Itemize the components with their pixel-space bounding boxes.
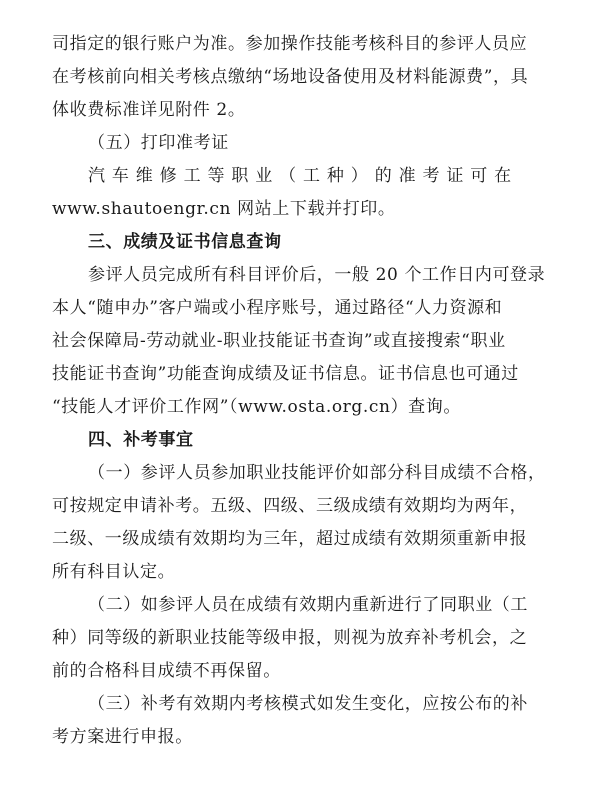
paragraph-line: 前的合格科目成绩不再保留。 [52, 661, 281, 681]
paragraph-line: （一）参评人员参加职业技能评价如部分科目成绩不合格， [88, 463, 546, 483]
paragraph-line: 司指定的银行账户为准。参加操作技能考核科目的参评人员应 [52, 34, 528, 54]
paragraph-line: 体收费标准详见附件 2。 [52, 100, 246, 120]
paragraph-line-url: www.shautoengr.cn 网站上下载并打印。 [52, 199, 396, 219]
section-heading-makeup-exam: 四、补考事宜 [88, 430, 194, 450]
paragraph-line: 考方案进行申报。 [52, 727, 193, 747]
paragraph-line: 技能证书查询”功能查询成绩及证书信息。证书信息也可通过 [52, 364, 519, 384]
paragraph-line: （二）如参评人员在成绩有效期内重新进行了同职业（工 [88, 595, 528, 615]
paragraph-line: 种）同等级的新职业技能等级申报，则视为放弃补考机会，之 [52, 628, 528, 648]
paragraph-line: 可按规定申请补考。五级、四级、三级成绩有效期均为两年， [52, 496, 528, 516]
paragraph-line: 二级、一级成绩有效期均为三年，超过成绩有效期须重新申报 [52, 529, 528, 549]
subheading-print-admission: （五）打印准考证 [88, 133, 229, 153]
paragraph-line: 参评人员完成所有科目评价后，一般 20 个工作日内可登录 [88, 265, 546, 285]
paragraph-line: （三）补考有效期内考核模式如发生变化，应按公布的补 [88, 694, 528, 714]
section-heading-results-query: 三、成绩及证书信息查询 [88, 232, 282, 252]
paragraph-line: 本人“随申办”客户端或小程序账号，通过路径“人力资源和 [52, 298, 503, 318]
paragraph-line: 所有科目认定。 [52, 562, 176, 582]
paragraph-line: “技能人才评价工作网”（www.osta.org.cn）查询。 [52, 397, 461, 417]
paragraph-line-spread: 汽 车 维 修 工 等 职 业 （ 工 种 ） 的 准 考 证 可 在 [88, 166, 512, 186]
paragraph-line: 社会保障局-劳动就业-职业技能证书查询”或直接搜索“职业 [52, 331, 506, 351]
paragraph-line: 在考核前向相关考核点缴纳“场地设备使用及材料能源费”，具 [52, 67, 529, 87]
